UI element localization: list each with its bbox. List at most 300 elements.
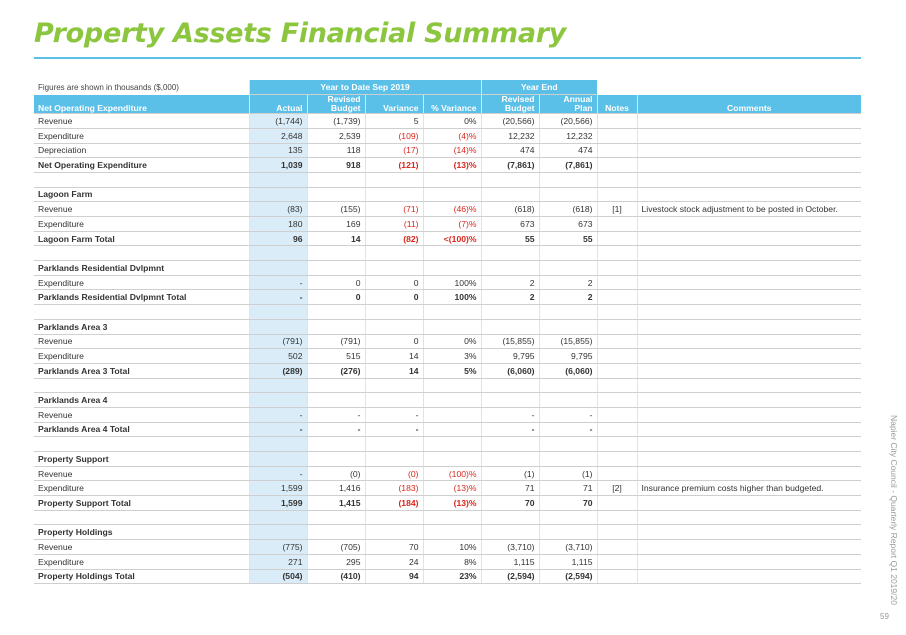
pct-variance-cell: (7)% [423,217,481,232]
empty-cell [34,378,249,393]
annual-plan-cell: 673 [539,217,597,232]
note-cell [597,290,637,305]
note-cell [597,349,637,364]
table-row [34,540,861,555]
empty-cell [597,261,637,276]
annual-plan-cell: (3,710) [539,540,597,555]
empty-cell [307,510,365,525]
pct-variance-cell: 5% [423,363,481,378]
total-row [34,496,861,511]
section-heading: Property Holdings [34,525,249,540]
actual-cell: 1,039 [249,158,307,173]
annual-plan-cell: 474 [539,143,597,158]
table-row [34,466,861,481]
pct-variance-cell: 3% [423,349,481,364]
revised-budget-cell: (276) [307,363,365,378]
row-label: Revenue [34,202,249,217]
actual-cell: (289) [249,363,307,378]
empty-cell [34,246,249,261]
row-label: Revenue [34,407,249,422]
note-cell [597,114,637,129]
section-heading-row [34,261,861,276]
empty-cell [637,378,861,393]
empty-cell [249,452,307,467]
empty-cell [307,378,365,393]
ye-revised-budget-cell: 2 [481,290,539,305]
actual-cell: - [249,275,307,290]
ye-revised-budget-cell: 70 [481,496,539,511]
annual-plan-cell: (15,855) [539,334,597,349]
comment-cell [637,466,861,481]
empty-cell [423,319,481,334]
empty-cell [539,437,597,452]
table-row [34,202,861,217]
empty-cell [637,172,861,187]
total-row [34,363,861,378]
empty-cell [34,305,249,320]
variance-cell: 24 [365,554,423,569]
note-cell [597,217,637,232]
comment-cell [637,422,861,437]
empty-cell [249,378,307,393]
band-year-end: Year End [481,80,597,95]
empty-cell [365,305,423,320]
row-label: Depreciation [34,143,249,158]
ye-revised-budget-cell: 2 [481,275,539,290]
empty-cell [539,452,597,467]
spacer-row [34,437,861,452]
empty-cell [365,172,423,187]
empty-cell [597,172,637,187]
side-footer-text: Napier City Council - Quarterly Report Q1 2019/20 [889,415,899,605]
variance-cell: 0 [365,290,423,305]
title-rule [34,57,861,59]
empty-cell [423,261,481,276]
revised-budget-cell: 295 [307,554,365,569]
annual-plan-cell: - [539,407,597,422]
actual-cell: 2,648 [249,128,307,143]
variance-cell: (184) [365,496,423,511]
row-label: Expenditure [34,554,249,569]
empty-cell [365,261,423,276]
comment-cell [637,275,861,290]
comment-cell [637,407,861,422]
section-heading-row [34,319,861,334]
revised-budget-cell: 118 [307,143,365,158]
empty-cell [637,510,861,525]
col-header-label: Net Operating Expenditure [34,95,249,114]
annual-plan-cell: (7,861) [539,158,597,173]
empty-cell [34,172,249,187]
revised-budget-cell: 918 [307,158,365,173]
empty-cell [597,510,637,525]
spacer-row [34,510,861,525]
pct-variance-cell [423,407,481,422]
col-header-annual-plan: Annual Plan [539,95,597,114]
revised-budget-cell: - [307,422,365,437]
table-row [34,114,861,129]
actual-cell: (504) [249,569,307,584]
pct-variance-cell: (46)% [423,202,481,217]
row-label: Expenditure [34,349,249,364]
empty-cell [365,437,423,452]
ye-revised-budget-cell: (2,594) [481,569,539,584]
empty-cell [423,378,481,393]
empty-cell [249,437,307,452]
note-cell [597,275,637,290]
variance-cell: (17) [365,143,423,158]
ye-revised-budget-cell: 55 [481,231,539,246]
empty-cell [307,452,365,467]
empty-cell [539,319,597,334]
actual-cell: (791) [249,334,307,349]
pct-variance-cell: 100% [423,275,481,290]
variance-cell: 14 [365,349,423,364]
note-cell [597,422,637,437]
col-header-ye-revised-budget: Revised Budget [481,95,539,114]
empty-cell [423,172,481,187]
band-ytd: Year to Date Sep 2019 [249,80,481,95]
empty-cell [423,393,481,408]
comment-cell [637,554,861,569]
comment-cell [637,363,861,378]
pct-variance-cell: 100% [423,290,481,305]
empty-cell [481,187,539,202]
empty-cell [637,187,861,202]
actual-cell: 135 [249,143,307,158]
row-label: Expenditure [34,481,249,496]
empty-cell [539,305,597,320]
revised-budget-cell: (155) [307,202,365,217]
variance-cell: (121) [365,158,423,173]
annual-plan-cell: (6,060) [539,363,597,378]
empty-cell [249,393,307,408]
total-row [34,422,861,437]
table-row [34,334,861,349]
empty-cell [637,525,861,540]
empty-cell [481,452,539,467]
actual-cell: 1,599 [249,481,307,496]
spacer-row [34,305,861,320]
comment-cell [637,290,861,305]
empty-cell [539,525,597,540]
empty-cell [365,319,423,334]
empty-cell [307,525,365,540]
table-row [34,554,861,569]
annual-plan-cell: (20,566) [539,114,597,129]
empty-cell [597,393,637,408]
row-label: Property Holdings Total [34,569,249,584]
col-header-variance: Variance [365,95,423,114]
empty-cell [34,437,249,452]
note-cell [597,569,637,584]
actual-cell: 96 [249,231,307,246]
empty-cell [423,437,481,452]
total-row [34,158,861,173]
band-row [34,80,861,95]
section-heading: Parklands Area 3 [34,319,249,334]
section-heading-row [34,452,861,467]
empty-cell [481,305,539,320]
empty-cell [249,319,307,334]
empty-cell [249,261,307,276]
ye-revised-budget-cell: (20,566) [481,114,539,129]
empty-cell [307,187,365,202]
empty-cell [539,246,597,261]
actual-cell: (775) [249,540,307,555]
row-label: Expenditure [34,275,249,290]
ye-revised-budget-cell: 9,795 [481,349,539,364]
col-header-notes: Notes [597,95,637,114]
pct-variance-cell: 0% [423,334,481,349]
actual-cell: 1,599 [249,496,307,511]
annual-plan-cell: 71 [539,481,597,496]
empty-cell [637,452,861,467]
empty-cell [597,525,637,540]
note-cell [597,466,637,481]
revised-budget-cell: (0) [307,466,365,481]
empty-cell [637,246,861,261]
revised-budget-cell: 0 [307,275,365,290]
ye-revised-budget-cell: (1) [481,466,539,481]
revised-budget-cell: 14 [307,231,365,246]
empty-cell [423,452,481,467]
variance-cell: (109) [365,128,423,143]
note-cell [597,363,637,378]
empty-cell [539,187,597,202]
variance-cell: (71) [365,202,423,217]
pct-variance-cell: (14)% [423,143,481,158]
revised-budget-cell: 1,416 [307,481,365,496]
table-row [34,349,861,364]
section-heading-row [34,187,861,202]
note-cell [597,143,637,158]
variance-cell: 94 [365,569,423,584]
table-row [34,481,861,496]
empty-cell [637,319,861,334]
row-label: Property Support Total [34,496,249,511]
row-label: Expenditure [34,128,249,143]
header-row [34,95,861,114]
note-cell [597,334,637,349]
annual-plan-cell: - [539,422,597,437]
note-cell [597,540,637,555]
revised-budget-cell: (705) [307,540,365,555]
variance-cell: (11) [365,217,423,232]
annual-plan-cell: 55 [539,231,597,246]
comment-cell [637,540,861,555]
empty-cell [539,261,597,276]
comment-cell [637,349,861,364]
comment-cell [637,143,861,158]
comment-cell [637,114,861,129]
variance-cell: 14 [365,363,423,378]
pct-variance-cell: (4)% [423,128,481,143]
annual-plan-cell: 12,232 [539,128,597,143]
actual-cell: - [249,422,307,437]
table-row [34,407,861,422]
empty-cell [481,510,539,525]
annual-plan-cell: 1,115 [539,554,597,569]
section-heading-row [34,393,861,408]
note-cell [597,407,637,422]
empty-cell [597,452,637,467]
empty-cell [423,525,481,540]
empty-cell [597,246,637,261]
empty-cell [365,525,423,540]
pct-variance-cell: (13)% [423,481,481,496]
ye-revised-budget-cell: 1,115 [481,554,539,569]
empty-cell [307,246,365,261]
pct-variance-cell: <(100)% [423,231,481,246]
row-label: Expenditure [34,217,249,232]
col-header-pct-variance: % Variance [423,95,481,114]
comment-cell [637,128,861,143]
spacer-row [34,378,861,393]
empty-cell [539,378,597,393]
note-cell [597,554,637,569]
actual-cell: (1,744) [249,114,307,129]
actual-cell: - [249,290,307,305]
ye-revised-budget-cell: (15,855) [481,334,539,349]
comment-cell [637,158,861,173]
row-label: Revenue [34,466,249,481]
comment-cell [637,231,861,246]
empty-cell [597,305,637,320]
empty-cell [539,393,597,408]
empty-cell [481,378,539,393]
empty-cell [307,437,365,452]
note-cell [597,496,637,511]
empty-cell [249,510,307,525]
empty-cell [249,246,307,261]
variance-cell: (82) [365,231,423,246]
ye-revised-budget-cell: 673 [481,217,539,232]
col-header-comments: Comments [637,95,861,114]
section-heading: Parklands Area 4 [34,393,249,408]
empty-cell [637,305,861,320]
empty-cell [539,172,597,187]
empty-cell [307,305,365,320]
revised-budget-cell: (791) [307,334,365,349]
ye-revised-budget-cell: (7,861) [481,158,539,173]
ye-revised-budget-cell: - [481,422,539,437]
total-row [34,290,861,305]
actual-cell: 502 [249,349,307,364]
empty-cell [481,246,539,261]
empty-cell [481,261,539,276]
empty-cell [307,393,365,408]
empty-cell [307,261,365,276]
spacer-row [34,172,861,187]
empty-cell [423,187,481,202]
note-cell [597,158,637,173]
revised-budget-cell: 1,415 [307,496,365,511]
comment-cell [637,496,861,511]
empty-cell [365,393,423,408]
empty-cell [637,437,861,452]
empty-cell [249,187,307,202]
empty-cell [423,305,481,320]
empty-cell [637,393,861,408]
section-heading: Property Support [34,452,249,467]
row-label: Revenue [34,334,249,349]
pct-variance-cell: (13)% [423,496,481,511]
revised-budget-cell: (1,739) [307,114,365,129]
table-row [34,143,861,158]
pct-variance-cell: (100)% [423,466,481,481]
row-label: Net Operating Expenditure [34,158,249,173]
financial-summary-table [34,80,861,584]
empty-cell [597,378,637,393]
ye-revised-budget-cell: (6,060) [481,363,539,378]
empty-cell [365,378,423,393]
page-number: 59 [880,612,889,621]
note-cell: [1] [597,202,637,217]
comment-cell [637,334,861,349]
ye-revised-budget-cell: 71 [481,481,539,496]
note-cell: [2] [597,481,637,496]
pct-variance-cell [423,422,481,437]
empty-cell [307,172,365,187]
spacer-row [34,246,861,261]
row-label: Parklands Area 3 Total [34,363,249,378]
annual-plan-cell: 70 [539,496,597,511]
revised-budget-cell: 2,539 [307,128,365,143]
pct-variance-cell: 23% [423,569,481,584]
row-label: Revenue [34,540,249,555]
empty-cell [249,305,307,320]
ye-revised-budget-cell: (618) [481,202,539,217]
empty-cell [307,319,365,334]
total-row [34,569,861,584]
variance-cell: 5 [365,114,423,129]
row-label: Parklands Area 4 Total [34,422,249,437]
empty-cell [637,261,861,276]
empty-cell [481,393,539,408]
empty-cell [539,510,597,525]
annual-plan-cell: (1) [539,466,597,481]
actual-cell: - [249,407,307,422]
variance-cell: (183) [365,481,423,496]
pct-variance-cell: (13)% [423,158,481,173]
empty-cell [249,525,307,540]
ye-revised-budget-cell: (3,710) [481,540,539,555]
empty-cell [423,510,481,525]
revised-budget-cell: 0 [307,290,365,305]
revised-budget-cell: 169 [307,217,365,232]
empty-cell [365,452,423,467]
pct-variance-cell: 0% [423,114,481,129]
annual-plan-cell: 2 [539,290,597,305]
total-row [34,231,861,246]
empty-cell [481,437,539,452]
revised-budget-cell: - [307,407,365,422]
comment-cell: Livestock stock adjustment to be posted in October. [637,202,861,217]
empty-cell [34,510,249,525]
row-label: Revenue [34,114,249,129]
empty-cell [597,437,637,452]
section-heading: Parklands Residential Dvlpmnt [34,261,249,276]
row-label: Lagoon Farm Total [34,231,249,246]
variance-cell: 70 [365,540,423,555]
ye-revised-budget-cell: 12,232 [481,128,539,143]
revised-budget-cell: 515 [307,349,365,364]
note-cell [597,231,637,246]
pct-variance-cell: 10% [423,540,481,555]
actual-cell: 180 [249,217,307,232]
empty-cell [365,187,423,202]
